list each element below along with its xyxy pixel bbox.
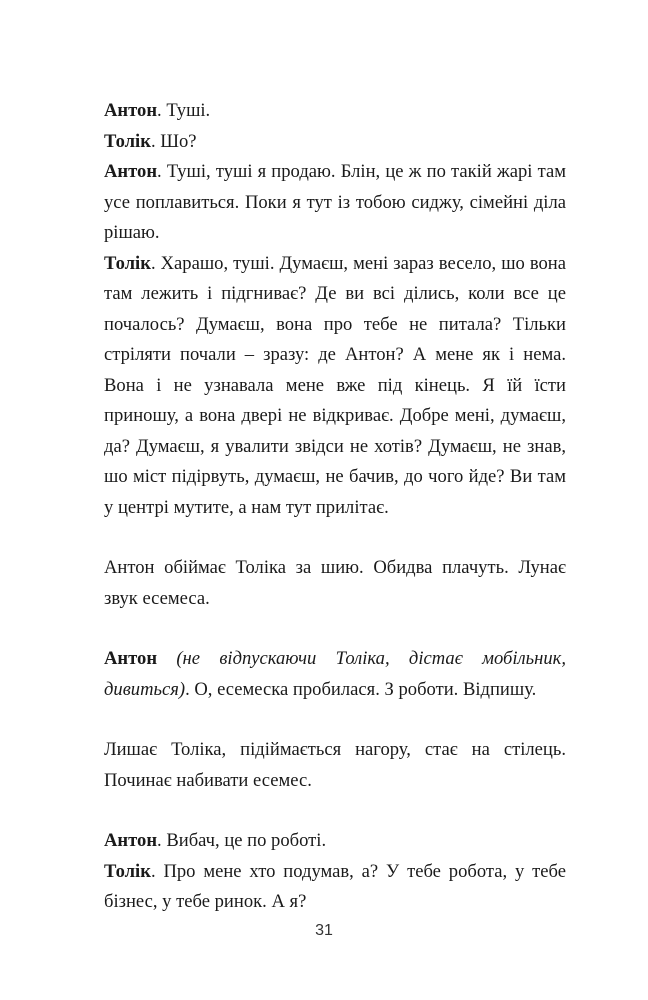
dialogue-line (104, 644, 566, 705)
page-number: 31 (315, 922, 333, 939)
speaker-name: Антон (104, 100, 158, 121)
stage-remark: (не відпускаючи Толіка, дістає мобільник, дивиться) (104, 648, 566, 700)
speaker-name: Толік (104, 130, 151, 152)
paragraph-gap (104, 796, 566, 826)
dialogue-line (104, 249, 566, 524)
dialogue-text: . Шо? (150, 130, 197, 152)
dialogue-text: . О, есемеска пробилася. З роботи. Відпишу. (185, 678, 537, 700)
dialogue-line (104, 96, 566, 127)
dialogue-text: . Вибач, це по роботі. (157, 830, 327, 851)
page-body (104, 96, 566, 918)
stage-direction: Антон обіймає Толіка за шию. Обидва плачуть. Лунає звук есемеса. (104, 557, 566, 609)
dialogue-text: . Туші. (157, 100, 211, 121)
speaker-name: Толік (104, 860, 151, 882)
speaker-name: Толік (104, 252, 151, 274)
speaker-name: Антон (104, 161, 158, 182)
stage-direction: Лишає Толіка, підіймається нагору, стає на стілець. Починає набивати есемес. (104, 739, 566, 791)
paragraph-gap (104, 523, 566, 553)
paragraph-gap (104, 614, 566, 644)
dialogue-text: . Про мене хто подумав, а? У тебе робота, у тебе бізнес, у тебе ринок. А я? (104, 860, 566, 912)
dialogue-line (104, 857, 566, 918)
dialogue-text: . Харашо, туші. Думаєш, мені зараз весело, шо вона там лежить і підгниває? Де ви всі ділись, коли все це почалось? Думаєш, вона про тебе не питала? Тільки стріляти почали – зразу: де Антон? А мене як і нема. Вона і не узнавала мене вже під кінець. Я їй їсти приношу, а вона двері не відкриває. Добре мені, думаєш, да? Думаєш, я увалити звідси не хотів? Думаєш, не знав, шо міст підірвуть, думаєш, не бачив, до чого йде? Ви там у центрі мутите, а нам тут прилітає. (104, 252, 566, 518)
dialogue-line (104, 826, 566, 857)
speaker-name: Антон (104, 830, 158, 851)
dialogue-line (104, 157, 566, 249)
speaker-name: Антон (104, 648, 158, 669)
paragraph-gap (104, 705, 566, 735)
dialogue-text: . Туші, туші я продаю. Блін, це ж по такій жарі там усе поплавиться. Поки я тут із тобою сиджу, сімейні діла рішаю. (104, 161, 566, 243)
dialogue-line (104, 127, 566, 158)
